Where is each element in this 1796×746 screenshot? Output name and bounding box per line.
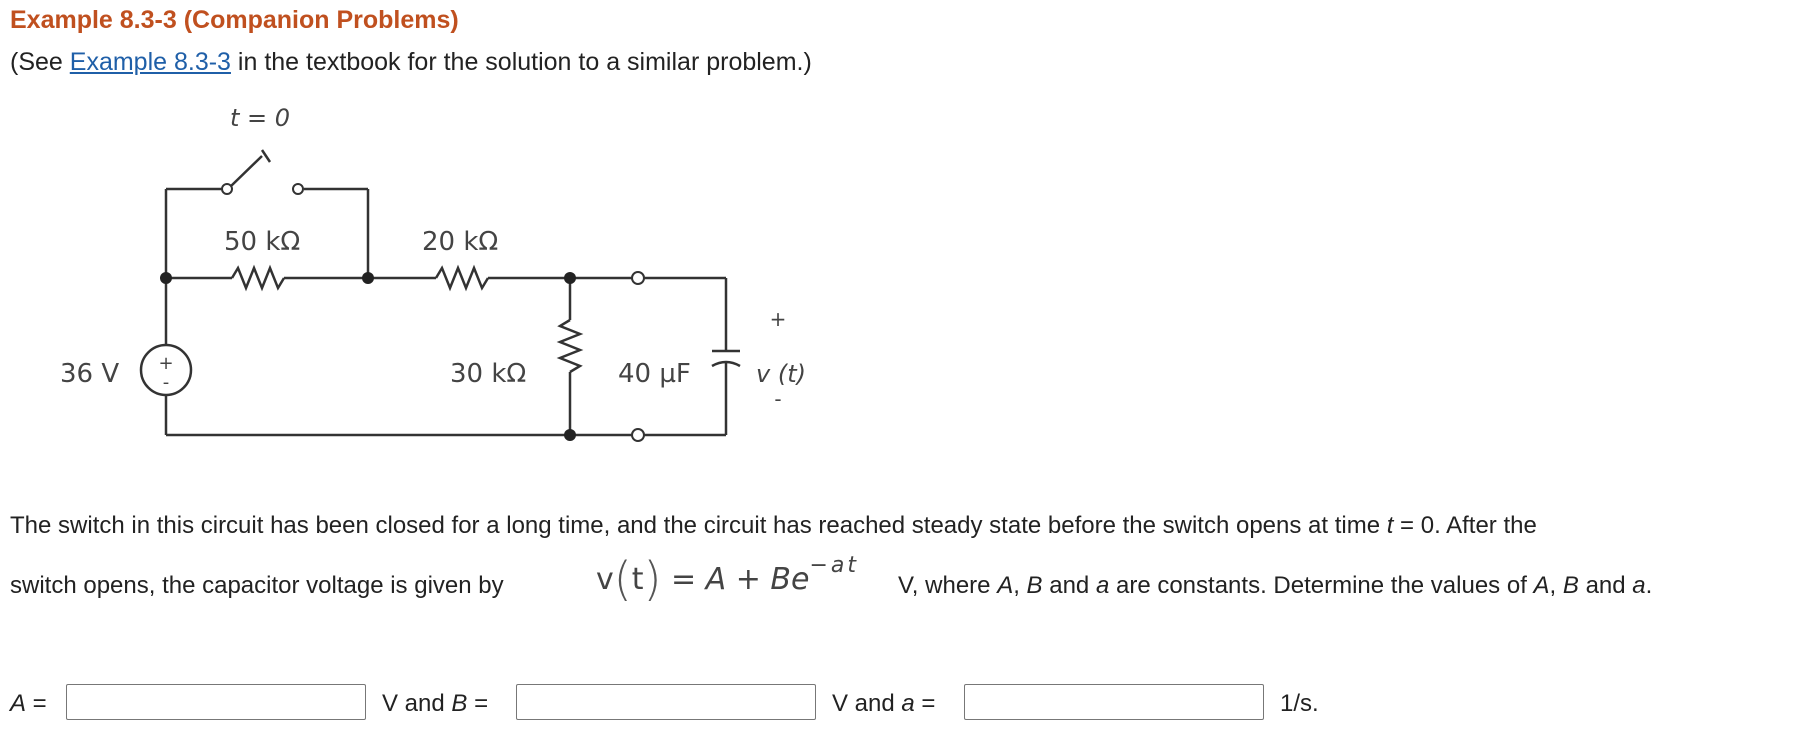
text: V, where <box>898 572 998 599</box>
text: , <box>1549 572 1563 599</box>
source-label: 36 V <box>60 359 120 389</box>
a-answer-input[interactable] <box>66 684 366 720</box>
text: The switch in this circuit has been closed for a long time, and the circuit has reached steady state before the switch opens at time <box>10 512 1387 539</box>
problem-line-2a: switch opens, the capacitor voltage is given by <box>10 572 504 599</box>
eq-v: v <box>596 562 614 597</box>
example-link[interactable]: Example 8.3-3 <box>69 48 231 76</box>
var: a <box>901 690 915 717</box>
circuit-diagram <box>0 90 820 450</box>
source-minus: - <box>162 372 170 393</box>
r3-label: 30 kΩ <box>450 359 527 389</box>
problem-line-2b <box>898 572 1652 600</box>
var: A <box>997 572 1014 599</box>
vt-plus: + <box>769 307 787 331</box>
text: and <box>1578 572 1633 599</box>
r1-label: 50 kΩ <box>224 227 301 257</box>
equation: $v(t) = A + Be^{-at}$ <box>596 552 859 606</box>
eq-t: t <box>631 562 644 597</box>
text: V and <box>832 690 902 717</box>
var-t: t <box>1386 512 1394 539</box>
eq: = <box>26 690 47 717</box>
text: . <box>1645 572 1653 599</box>
var: a <box>1095 572 1110 599</box>
unit-label: 1/s. <box>1280 690 1319 717</box>
vt-minus: - <box>774 387 782 411</box>
text: and <box>1042 572 1096 599</box>
vt-label: v (t) <box>756 360 806 388</box>
text: = 0. After the <box>1393 512 1537 539</box>
var: B <box>1026 572 1043 599</box>
var: B <box>451 690 468 717</box>
text: are constants. Determine the values of <box>1109 572 1534 599</box>
eq-rhs: = A + Be <box>670 562 810 597</box>
b-label <box>382 690 488 718</box>
var: A <box>1533 572 1550 599</box>
page-title: Example 8.3-3 (Companion Problems) <box>10 6 459 34</box>
source-plus: + <box>158 353 174 374</box>
r2-label: 20 kΩ <box>422 227 499 257</box>
problem-line-1 <box>10 512 1537 540</box>
eq-exponent: −at <box>809 553 859 578</box>
eq: = <box>914 690 936 717</box>
switch-label: t = 0 <box>230 104 291 132</box>
eq: = <box>467 690 489 717</box>
text: V and <box>382 690 452 717</box>
a-label <box>10 690 47 718</box>
capacitor-label: 40 µF <box>618 359 691 389</box>
var: a <box>1632 572 1646 599</box>
var: A <box>10 690 27 717</box>
alpha-answer-input[interactable] <box>964 684 1264 720</box>
subtitle-suffix: in the textbook for the solution to a similar problem.) <box>230 48 812 76</box>
subtitle <box>10 48 812 77</box>
text: , <box>1013 572 1027 599</box>
subtitle-prefix: (See <box>10 48 70 76</box>
var: B <box>1562 572 1579 599</box>
alpha-label <box>832 690 935 718</box>
b-answer-input[interactable] <box>516 684 816 720</box>
